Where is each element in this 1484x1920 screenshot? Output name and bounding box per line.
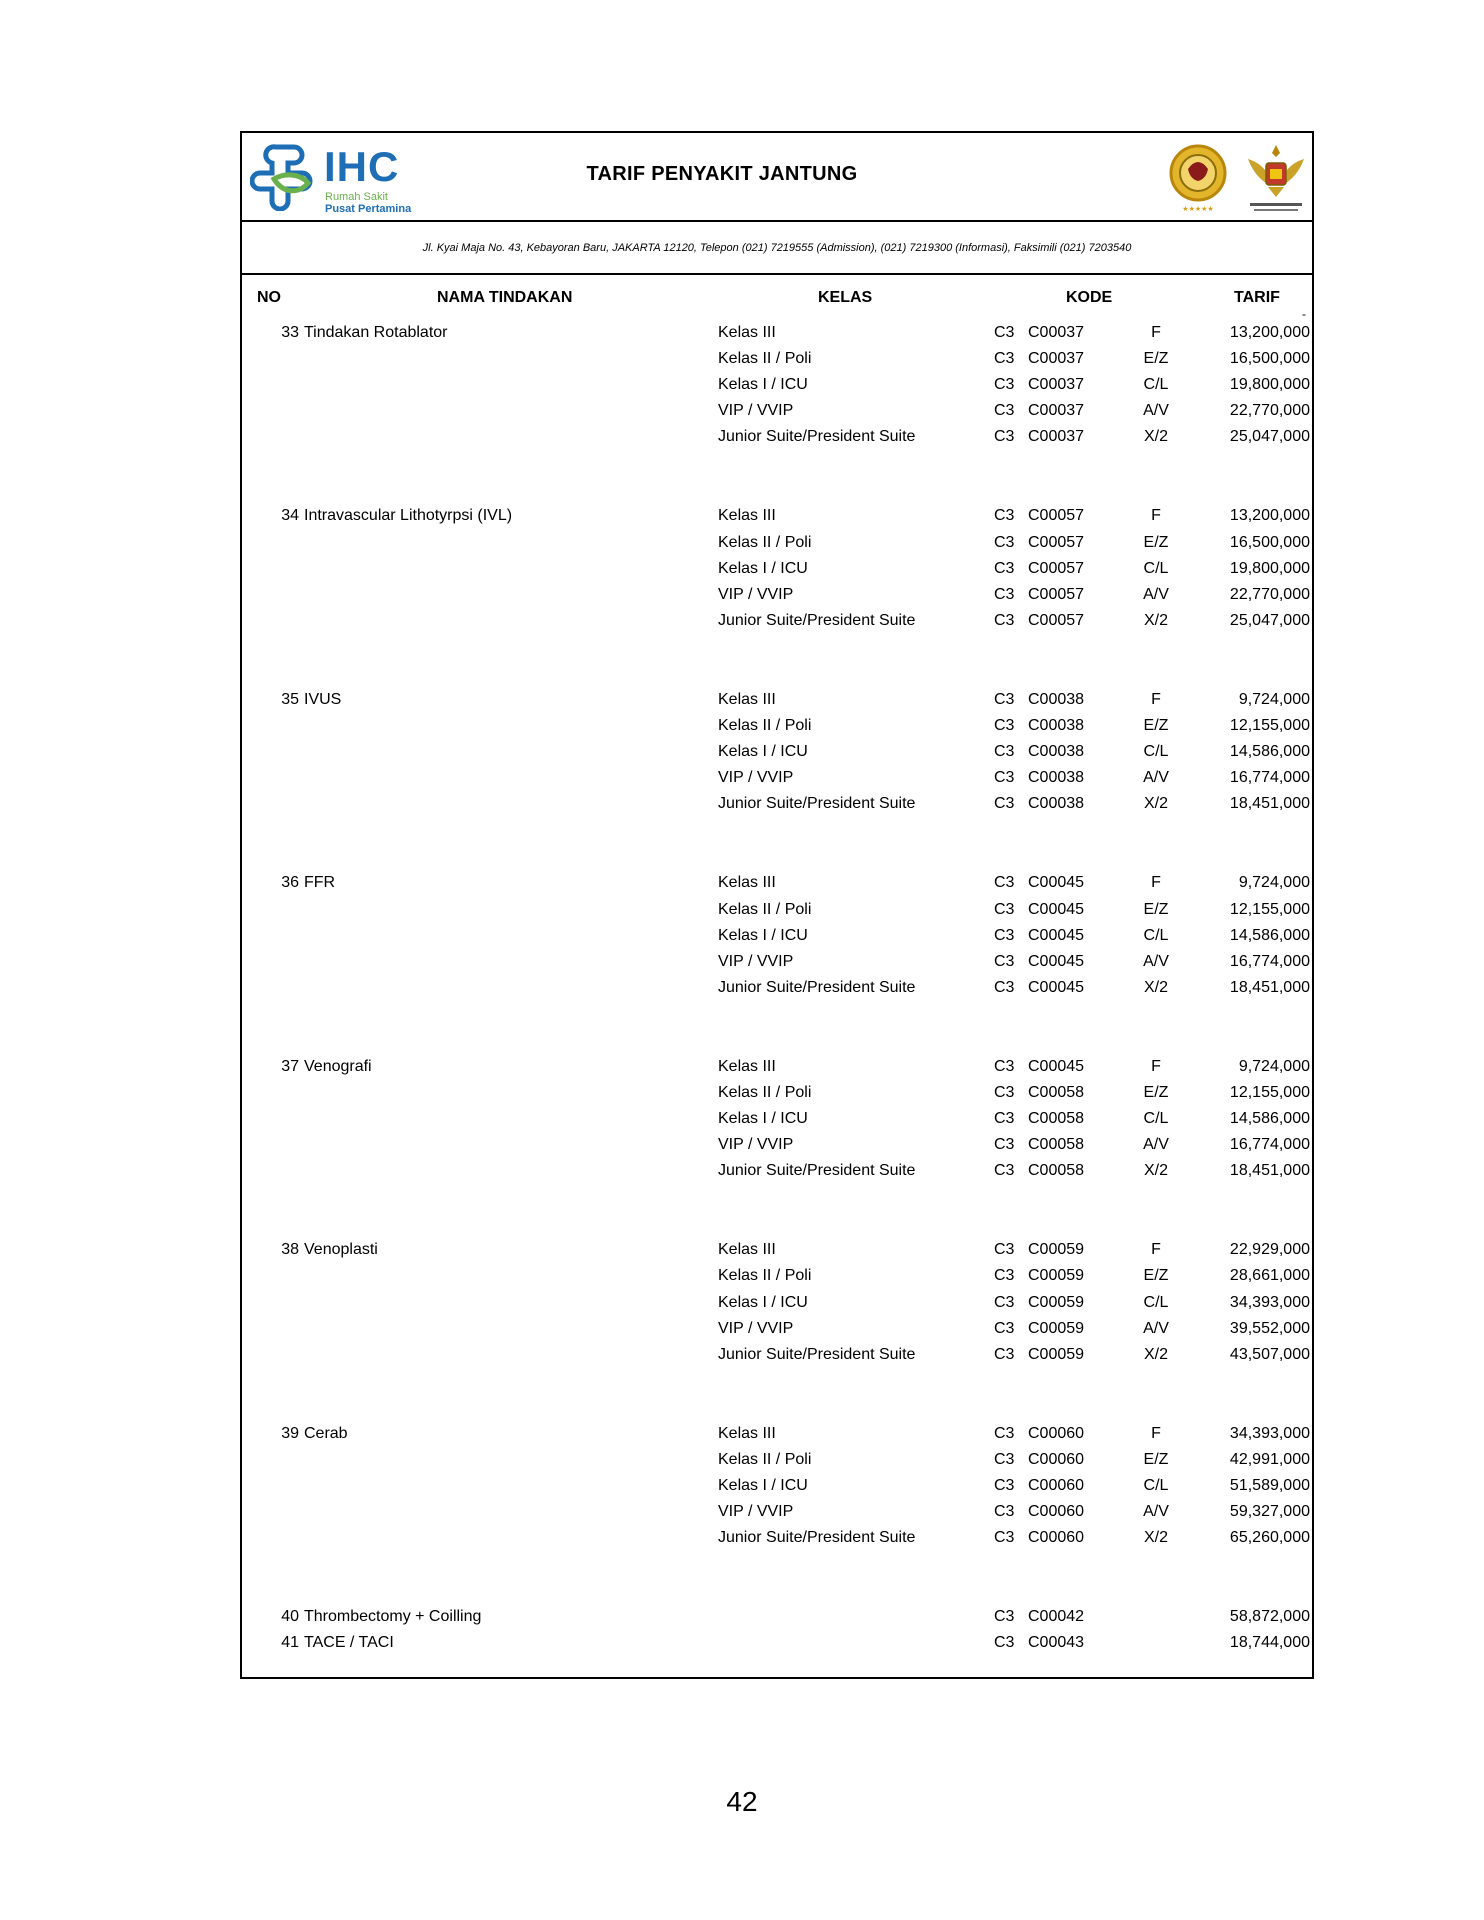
kelas-cell: Kelas III <box>718 1057 776 1075</box>
category-cell: C3 <box>994 350 1015 368</box>
class-code-cell: A/V <box>1143 1503 1169 1521</box>
procedure-number: 40 <box>281 1608 299 1626</box>
kelas-cell: Junior Suite/President Suite <box>718 978 916 996</box>
procedure-number: 34 <box>281 507 299 525</box>
kelas-cell: VIP / VVIP <box>718 402 794 420</box>
table-row <box>242 1263 1312 1289</box>
procedure-number: 39 <box>281 1424 299 1442</box>
logo-wordmark: IHC <box>324 143 400 190</box>
tarif-cell: 9,724,000 <box>1238 690 1310 708</box>
category-cell: C3 <box>994 952 1015 970</box>
tarif-cell: 34,393,000 <box>1229 1424 1310 1442</box>
accreditation-emblem <box>1166 139 1230 215</box>
kelas-cell: Junior Suite/President Suite <box>718 1345 916 1363</box>
category-cell: C3 <box>994 1529 1015 1547</box>
kelas-cell: Junior Suite/President Suite <box>718 428 916 446</box>
kelas-cell: Kelas II / Poli <box>718 900 812 918</box>
table-row <box>242 1054 1312 1080</box>
kelas-cell: VIP / VVIP <box>718 1503 794 1521</box>
category-cell: C3 <box>994 1083 1015 1101</box>
procedure-number: 37 <box>281 1057 299 1075</box>
procedure-group <box>242 870 1312 1000</box>
tarif-cell: 59,327,000 <box>1229 1503 1310 1521</box>
kode-cell: C00038 <box>1028 743 1085 761</box>
class-code-cell: F <box>1151 874 1161 892</box>
kelas-cell: Kelas II / Poli <box>718 1083 812 1101</box>
kelas-cell: VIP / VVIP <box>718 1136 794 1154</box>
class-code-cell: F <box>1151 1241 1161 1259</box>
tarif-cell: 14,586,000 <box>1229 743 1310 761</box>
kode-cell: C00059 <box>1028 1293 1085 1311</box>
category-cell: C3 <box>994 717 1015 735</box>
tarif-cell: 43,507,000 <box>1229 1345 1310 1363</box>
procedure-number: 36 <box>281 874 299 892</box>
class-code-cell: X/2 <box>1143 1529 1168 1547</box>
kode-cell: C00057 <box>1028 611 1085 629</box>
class-code-cell: F <box>1151 1057 1161 1075</box>
kelas-cell: Junior Suite/President Suite <box>718 611 916 629</box>
procedure-group <box>242 1421 1312 1551</box>
header-mark: - <box>1302 307 1306 321</box>
kode-cell: C00059 <box>1028 1241 1085 1259</box>
kode-cell: C00038 <box>1028 717 1085 735</box>
kelas-cell: VIP / VVIP <box>718 769 794 787</box>
kelas-cell: Kelas III <box>718 874 776 892</box>
category-cell: C3 <box>994 324 1015 341</box>
tarif-cell: 22,770,000 <box>1229 402 1310 420</box>
category-cell: C3 <box>994 1345 1015 1363</box>
class-code-cell: C/L <box>1143 743 1169 761</box>
procedure-group <box>242 1054 1312 1184</box>
kelas-cell: VIP / VVIP <box>718 1319 794 1337</box>
category-cell: C3 <box>994 690 1015 708</box>
document-header <box>242 133 1312 222</box>
tarif-cell: 12,155,000 <box>1229 717 1310 735</box>
garuda-emblem <box>1244 139 1308 217</box>
kelas-cell: Kelas I / ICU <box>718 1110 808 1128</box>
table-row <box>242 1525 1312 1551</box>
tarif-cell: 34,393,000 <box>1229 1293 1310 1311</box>
kode-cell: C00058 <box>1028 1083 1085 1101</box>
procedure-number: 38 <box>281 1241 299 1259</box>
category-cell: C3 <box>994 507 1015 525</box>
procedure-group <box>242 1237 1312 1367</box>
kelas-cell: Kelas I / ICU <box>718 926 808 944</box>
table-row <box>242 1132 1312 1158</box>
table-row <box>242 608 1312 634</box>
table-row <box>242 398 1312 424</box>
procedure-name: Venografi <box>304 1057 372 1075</box>
tarif-cell: 16,500,000 <box>1229 350 1310 368</box>
category-cell: C3 <box>994 1241 1015 1259</box>
class-code-cell: E/Z <box>1143 1083 1169 1101</box>
kelas-cell: Junior Suite/President Suite <box>718 1529 916 1547</box>
table-row <box>242 1316 1312 1342</box>
class-code-cell: A/V <box>1143 585 1169 603</box>
kode-cell: C00043 <box>1028 1634 1085 1652</box>
class-code-cell: X/2 <box>1143 1162 1168 1180</box>
tarif-cell: 65,260,000 <box>1229 1529 1310 1547</box>
kode-cell: C00058 <box>1028 1162 1085 1180</box>
procedure-name: Intravascular Lithotyrpsi (IVL) <box>304 507 513 525</box>
class-code-cell: C/L <box>1143 926 1169 944</box>
kode-cell: C00038 <box>1028 690 1085 708</box>
kode-cell: C00045 <box>1028 900 1085 918</box>
tarif-cell: 18,451,000 <box>1229 1162 1310 1180</box>
table-row <box>242 346 1312 372</box>
kode-cell: C00059 <box>1028 1267 1085 1285</box>
tarif-cell: 28,661,000 <box>1229 1267 1310 1285</box>
class-code-cell: A/V <box>1143 402 1169 420</box>
tarif-cell: 39,552,000 <box>1229 1319 1310 1337</box>
table-row <box>242 975 1312 1001</box>
class-code-cell: X/2 <box>1143 1345 1168 1363</box>
table-row <box>242 1237 1312 1263</box>
kelas-cell: Kelas I / ICU <box>718 743 808 761</box>
category-cell: C3 <box>994 1110 1015 1128</box>
kode-cell: C00045 <box>1028 978 1085 996</box>
table-row <box>242 320 1312 346</box>
table-row <box>242 713 1312 739</box>
kelas-cell: Kelas II / Poli <box>718 1450 812 1468</box>
class-code-cell: F <box>1151 1424 1161 1442</box>
kelas-cell: Kelas III <box>718 324 776 341</box>
procedure-group <box>242 320 1312 450</box>
class-code-cell: A/V <box>1143 1136 1169 1154</box>
category-cell: C3 <box>994 533 1015 551</box>
class-code-cell: F <box>1151 507 1161 525</box>
category-cell: C3 <box>994 376 1015 394</box>
procedure-name: FFR <box>304 874 336 892</box>
table-row <box>242 1106 1312 1132</box>
table-row <box>242 582 1312 608</box>
kode-cell: C00059 <box>1028 1319 1085 1337</box>
table-row <box>242 556 1312 582</box>
tarif-cell: 25,047,000 <box>1229 428 1310 446</box>
tarif-cell: 58,872,000 <box>1229 1608 1310 1626</box>
class-code-cell: C/L <box>1143 1477 1169 1494</box>
table-row <box>242 923 1312 949</box>
tarif-cell: 14,586,000 <box>1229 926 1310 944</box>
category-cell: C3 <box>994 1057 1015 1075</box>
category-cell: C3 <box>994 1293 1015 1311</box>
kelas-cell: VIP / VVIP <box>718 585 794 603</box>
tarif-cell: 16,774,000 <box>1229 769 1310 787</box>
table-row <box>242 687 1312 713</box>
category-cell: C3 <box>994 795 1015 813</box>
class-code-cell: X/2 <box>1143 611 1168 629</box>
table-row <box>242 1290 1312 1316</box>
table-row <box>242 1080 1312 1106</box>
category-cell: C3 <box>994 1267 1015 1285</box>
category-cell: C3 <box>994 1608 1015 1626</box>
category-cell: C3 <box>994 1319 1015 1337</box>
tarif-cell: 18,451,000 <box>1229 978 1310 996</box>
column-header-tarif: TARIF <box>1234 289 1280 306</box>
address-bar <box>242 222 1312 275</box>
single-procedures <box>242 1604 1312 1656</box>
procedure-number: 35 <box>281 690 299 708</box>
category-cell: C3 <box>994 1503 1015 1521</box>
table-row <box>242 949 1312 975</box>
table-row <box>242 1499 1312 1525</box>
class-code-cell: E/Z <box>1143 350 1169 368</box>
kode-cell: C00037 <box>1028 376 1085 394</box>
tarif-cell: 12,155,000 <box>1229 900 1310 918</box>
logo-subtitle-2: Pusat Pertamina <box>325 203 412 215</box>
table-row <box>242 1630 1312 1656</box>
kode-cell: C00058 <box>1028 1110 1085 1128</box>
kelas-cell: Kelas I / ICU <box>718 376 808 394</box>
procedure-name: IVUS <box>304 690 342 708</box>
kelas-cell: Junior Suite/President Suite <box>718 1162 916 1180</box>
table-row <box>242 372 1312 398</box>
category-cell: C3 <box>994 1477 1015 1494</box>
kelas-cell: Kelas I / ICU <box>718 559 808 577</box>
class-code-cell: F <box>1151 324 1161 341</box>
tarif-cell: 13,200,000 <box>1229 324 1310 341</box>
tarif-cell: 51,589,000 <box>1229 1477 1310 1494</box>
class-code-cell: F <box>1151 690 1161 708</box>
column-header-no: NO <box>257 289 281 306</box>
kode-cell: C00045 <box>1028 926 1085 944</box>
table-row <box>242 897 1312 923</box>
page-title: TARIF PENYAKIT JANTUNG <box>586 163 858 185</box>
class-code-cell: A/V <box>1143 952 1169 970</box>
hospital-address: Jl. Kyai Maja No. 43, Kebayoran Baru, JAKARTA 12120, Telepon (021) 7219555 (Admission), (021) 7219300 (Informasi), Faksimili (021) 7203540 <box>422 242 1132 254</box>
svg-text:★★★★★: ★★★★★ <box>1182 205 1214 213</box>
column-header-kelas: KELAS <box>818 289 873 306</box>
table-row <box>242 1158 1312 1184</box>
table-row <box>242 870 1312 896</box>
ihc-cross-icon <box>250 141 322 211</box>
tarif-cell: 16,774,000 <box>1229 952 1310 970</box>
tarif-cell: 18,744,000 <box>1229 1634 1310 1652</box>
category-cell: C3 <box>994 611 1015 629</box>
category-cell: C3 <box>994 1162 1015 1180</box>
kode-cell: C00045 <box>1028 874 1085 892</box>
kelas-cell: Kelas III <box>718 690 776 708</box>
tarif-cell: 16,774,000 <box>1229 1136 1310 1154</box>
category-cell: C3 <box>994 585 1015 603</box>
class-code-cell: E/Z <box>1143 1450 1169 1468</box>
table-row <box>242 765 1312 791</box>
category-cell: C3 <box>994 743 1015 761</box>
category-cell: C3 <box>994 769 1015 787</box>
kode-cell: C00060 <box>1028 1529 1085 1547</box>
category-cell: C3 <box>994 559 1015 577</box>
procedure-group <box>242 687 1312 817</box>
class-code-cell: E/Z <box>1143 900 1169 918</box>
procedure-name: Cerab <box>304 1424 348 1442</box>
garuda-icon <box>1244 139 1308 217</box>
class-code-cell: C/L <box>1143 1110 1169 1128</box>
table-row <box>242 424 1312 450</box>
category-cell: C3 <box>994 926 1015 944</box>
kelas-cell: Kelas III <box>718 1424 776 1442</box>
kode-cell: C00057 <box>1028 533 1085 551</box>
kode-cell: C00057 <box>1028 585 1085 603</box>
category-cell: C3 <box>994 428 1015 446</box>
procedure-number: 41 <box>281 1634 299 1652</box>
kode-cell: C00037 <box>1028 428 1085 446</box>
tarif-cell: 22,929,000 <box>1229 1241 1310 1259</box>
category-cell: C3 <box>994 874 1015 892</box>
tarif-cell: 25,047,000 <box>1229 611 1310 629</box>
tarif-cell: 22,770,000 <box>1229 585 1310 603</box>
category-cell: C3 <box>994 1634 1015 1652</box>
kode-cell: C00037 <box>1028 402 1085 420</box>
kelas-cell: Kelas II / Poli <box>718 533 812 551</box>
kode-cell: C00045 <box>1028 952 1085 970</box>
table-row <box>242 503 1312 529</box>
class-code-cell: X/2 <box>1143 428 1168 446</box>
tarif-cell: 19,800,000 <box>1229 559 1310 577</box>
kode-cell: C00060 <box>1028 1450 1085 1468</box>
kode-cell: C00042 <box>1028 1608 1085 1626</box>
tarif-cell: 19,800,000 <box>1229 376 1310 394</box>
category-cell: C3 <box>994 1424 1015 1442</box>
kelas-cell: Kelas I / ICU <box>718 1293 808 1311</box>
procedure-number: 33 <box>281 324 299 341</box>
column-header-kode: KODE <box>1066 289 1113 306</box>
tarif-cell: 9,724,000 <box>1238 874 1310 892</box>
category-cell: C3 <box>994 900 1015 918</box>
table-row <box>242 1473 1312 1499</box>
class-code-cell: X/2 <box>1143 795 1168 813</box>
class-code-cell: C/L <box>1143 376 1169 394</box>
class-code-cell: A/V <box>1143 769 1169 787</box>
kelas-cell: Kelas III <box>718 1241 776 1259</box>
accreditation-seal-icon <box>1166 139 1230 215</box>
tariff-document <box>240 131 1314 1679</box>
tarif-cell: 9,724,000 <box>1238 1057 1310 1075</box>
kode-cell: C00037 <box>1028 350 1085 368</box>
category-cell: C3 <box>994 402 1015 420</box>
table-row <box>242 530 1312 556</box>
table-row <box>242 739 1312 765</box>
kode-cell: C00038 <box>1028 795 1085 813</box>
kode-cell: C00038 <box>1028 769 1085 787</box>
class-code-cell: A/V <box>1143 1319 1169 1337</box>
table-row <box>242 1447 1312 1473</box>
tarif-cell: 42,991,000 <box>1229 1450 1310 1468</box>
tarif-cell: 13,200,000 <box>1229 507 1310 525</box>
kelas-cell: Kelas II / Poli <box>718 1267 812 1285</box>
category-cell: C3 <box>994 978 1015 996</box>
kode-cell: C00060 <box>1028 1477 1085 1494</box>
kelas-cell: Kelas II / Poli <box>718 350 812 368</box>
kode-cell: C00060 <box>1028 1424 1085 1442</box>
procedure-group <box>242 503 1312 633</box>
kelas-cell: Kelas III <box>718 507 776 525</box>
class-code-cell: C/L <box>1143 559 1169 577</box>
table-row <box>242 1604 1312 1630</box>
tarif-cell: 12,155,000 <box>1229 1083 1310 1101</box>
kode-cell: C00059 <box>1028 1345 1085 1363</box>
logo-subtitle-1: Rumah Sakit <box>325 191 388 203</box>
table-row <box>242 1421 1312 1447</box>
tarif-cell: 14,586,000 <box>1229 1110 1310 1128</box>
kode-cell: C00037 <box>1028 324 1085 341</box>
class-code-cell: C/L <box>1143 1293 1169 1311</box>
class-code-cell: E/Z <box>1143 717 1169 735</box>
class-code-cell: E/Z <box>1143 1267 1169 1285</box>
kelas-cell: Kelas I / ICU <box>718 1477 808 1494</box>
table-row <box>242 1342 1312 1368</box>
tarif-cell: 16,500,000 <box>1229 533 1310 551</box>
category-cell: C3 <box>994 1450 1015 1468</box>
procedure-name: TACE / TACI <box>304 1634 394 1652</box>
kode-cell: C00057 <box>1028 507 1085 525</box>
procedure-name: Tindakan Rotablator <box>304 324 448 341</box>
class-code-cell: E/Z <box>1143 533 1169 551</box>
kode-cell: C00057 <box>1028 559 1085 577</box>
class-code-cell: X/2 <box>1143 978 1168 996</box>
kelas-cell: VIP / VVIP <box>718 952 794 970</box>
procedure-name: Venoplasti <box>304 1241 378 1259</box>
procedure-name: Thrombectomy + Coilling <box>304 1608 482 1626</box>
ihc-logo <box>250 141 430 217</box>
category-cell: C3 <box>994 1136 1015 1154</box>
column-header-nama-tindakan: NAMA TINDAKAN <box>437 289 573 306</box>
kode-cell: C00045 <box>1028 1057 1085 1075</box>
tariff-table-body <box>242 320 1312 1656</box>
page-number: 42 <box>726 1786 758 1817</box>
tarif-cell: 18,451,000 <box>1229 795 1310 813</box>
kelas-cell: Kelas II / Poli <box>718 717 812 735</box>
table-row <box>242 791 1312 817</box>
kode-cell: C00058 <box>1028 1136 1085 1154</box>
kode-cell: C00060 <box>1028 1503 1085 1521</box>
kelas-cell: Junior Suite/President Suite <box>718 795 916 813</box>
